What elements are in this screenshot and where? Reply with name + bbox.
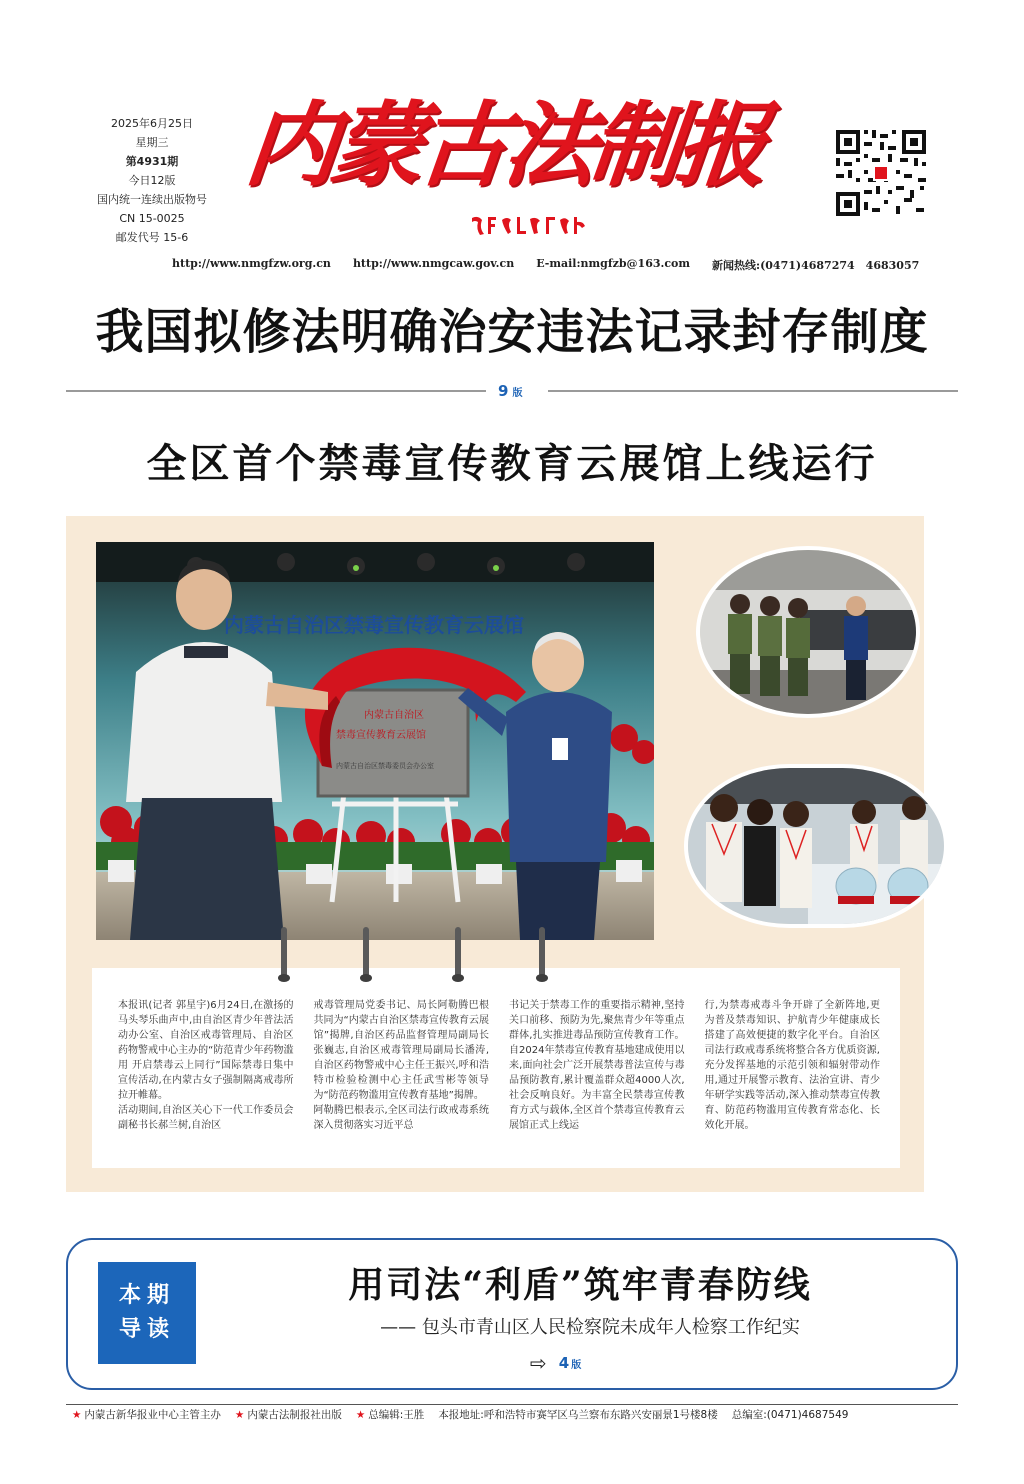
footer-sponsor-item (72, 1406, 221, 1424)
divider-left (66, 390, 486, 392)
star-icon: ★ (72, 1409, 82, 1421)
plaque-line-3: 内蒙古自治区禁毒委员会办公室 (336, 762, 434, 770)
qr-code[interactable] (834, 128, 928, 218)
article-columns (118, 998, 880, 1154)
lead-page-ref[interactable] (498, 381, 558, 403)
lead-page-number: 9 (498, 382, 509, 400)
news-hotline: 新闻热线:(0471)4687274 4683057 (712, 259, 920, 272)
arrow-right-icon: ⇨ (530, 1351, 547, 1375)
exhibition-photo-visitors[interactable] (684, 764, 948, 928)
footer (72, 1406, 962, 1424)
exhibition-photo-students[interactable] (696, 546, 920, 718)
issue-weekday: 星期三 (135, 136, 169, 149)
website-link-1[interactable]: http://www.nmgfzw.org.cn (172, 257, 331, 270)
star-icon: ★ (355, 1409, 366, 1421)
footer-sponsor: 内蒙古新华报业中心主管主办 (84, 1409, 221, 1421)
footer-editor-item (356, 1406, 424, 1424)
article-column-2: 戒毒管理局党委书记、局长阿勒腾巴根共同为“内蒙古自治区禁毒宣传教育云展馆”揭牌,自治区药品监督管理局副局长张巍志,自治区戒毒管理局副局长潘涛,自治区药物警戒中心主任王振兴,呼和浩特市检验检测中心主任武雪彬等领导为“防范药物滥用宣传教育基地”揭牌。 阿勒腾巴根表示,全区司法行政戒毒系统深入贯彻落实习近平总 (313, 1000, 489, 1131)
issue-number: 第4931期 (125, 155, 179, 168)
plaque-line-2: 禁毒宣传教育云展馆 (336, 730, 426, 741)
article-column-1: 本报讯(记者 郭星宇)6月24日,在激扬的马头琴乐曲声中,由自治区青少年普法活动办公室、自治区戒毒管理局、自治区药物警戒中心主办的“防范青少年药物滥用 开启禁毒云上同行”国际禁毒日集中宣传活动,在内蒙古女子强制隔离戒毒所拉开帷幕。 活动期间,自治区关心下一代工作委员会副秘书长郝兰树,自治区 (118, 1000, 294, 1131)
guide-page-ref[interactable] (530, 1352, 650, 1374)
banner-text: 内蒙古自治区禁毒宣传教育云展馆 (224, 613, 524, 637)
guide-badge-line-1: 本期 (118, 1282, 175, 1308)
guide-page-number: 4 (558, 1354, 570, 1372)
lead-headline[interactable]: 我国拟修法明确治安违法记录封存制度 (95, 304, 929, 360)
plaque-line-1: 内蒙古自治区 (364, 710, 424, 721)
exhibition-photo-students-illustration (700, 550, 916, 714)
issue-pages: 今日12版 (128, 174, 176, 187)
footer-publisher: 内蒙古法制报社出版 (247, 1409, 342, 1421)
footer-address: 本报地址:呼和浩特市赛罕区乌兰察布东路兴安丽景1号楼8楼 (438, 1409, 718, 1421)
article-column-3: 书记关于禁毒工作的重要指示精神,坚持关口前移、预防为先,聚焦青少年等重点群体,扎实推进毒品预防宣传教育工作。自2024年禁毒宣传教育基地建成使用以来,面向社会广泛开展禁毒普法宣传与毒品预防教育,累计覆盖群众超4000人次,社会反响良好。为丰富全民禁毒宣传教育方式与载体,全区首个禁毒宣传教育云展馆正式上线运 (509, 1000, 685, 1131)
footer-editor: 总编辑:王胜 (368, 1409, 425, 1421)
unveiling-photo[interactable] (96, 542, 654, 940)
guide-badge (98, 1262, 196, 1364)
feature-headline[interactable]: 全区首个禁毒宣传教育云展馆上线运行 (146, 440, 878, 487)
binder-rings (270, 926, 590, 986)
issue-serial-label: 国内统一连续出版物号 (97, 193, 207, 206)
guide-subtitle: —— 包头市青山区人民检察院未成年人检察工作纪实 (380, 1317, 800, 1338)
exhibition-photo-visitors-illustration (688, 768, 944, 924)
footer-rule (66, 1404, 958, 1405)
email-link[interactable]: E-mail:nmgfzb@163.com (536, 257, 691, 270)
contact-row (172, 257, 920, 273)
website-link-2[interactable]: http://www.nmgcaw.gov.cn (352, 257, 515, 270)
unveiling-photo-illustration (96, 542, 654, 940)
guide-badge-line-2: 导读 (118, 1316, 175, 1342)
issue-postal: 邮发代号 15-6 (115, 231, 189, 244)
footer-publisher-item (235, 1406, 342, 1424)
guide-page-unit: 版 (571, 1359, 582, 1371)
issue-cn: CN 15-0025 (119, 212, 185, 225)
article-column-4: 行,为禁毒戒毒斗争开辟了全新阵地,更为普及禁毒知识、护航青少年健康成长搭建了高效便捷的数字化平台。自治区司法行政戒毒系统将整合各方优质资源,充分发挥基地的示范引领和辐射带动作用,通过开展警示教育、法治宣讲、青少年研学实践等活动,深入推动禁毒宣传教育、防范药物滥用宣传教育常态化、长效化开展。 (704, 1000, 880, 1131)
star-icon: ★ (234, 1409, 245, 1421)
issue-date: 2025年6月25日 (111, 117, 193, 130)
footer-office: 总编室:(0471)4687549 (731, 1409, 849, 1421)
lead-page-unit: 版 (512, 388, 523, 399)
masthead-logo: 内蒙古法制报 (240, 91, 768, 199)
article-card (92, 968, 900, 1168)
divider-right (548, 390, 958, 392)
guide-title[interactable]: 用司法“利盾”筑牢青春防线 (348, 1264, 812, 1306)
mongolian-script-logo (468, 214, 588, 236)
issue-info (82, 114, 222, 247)
